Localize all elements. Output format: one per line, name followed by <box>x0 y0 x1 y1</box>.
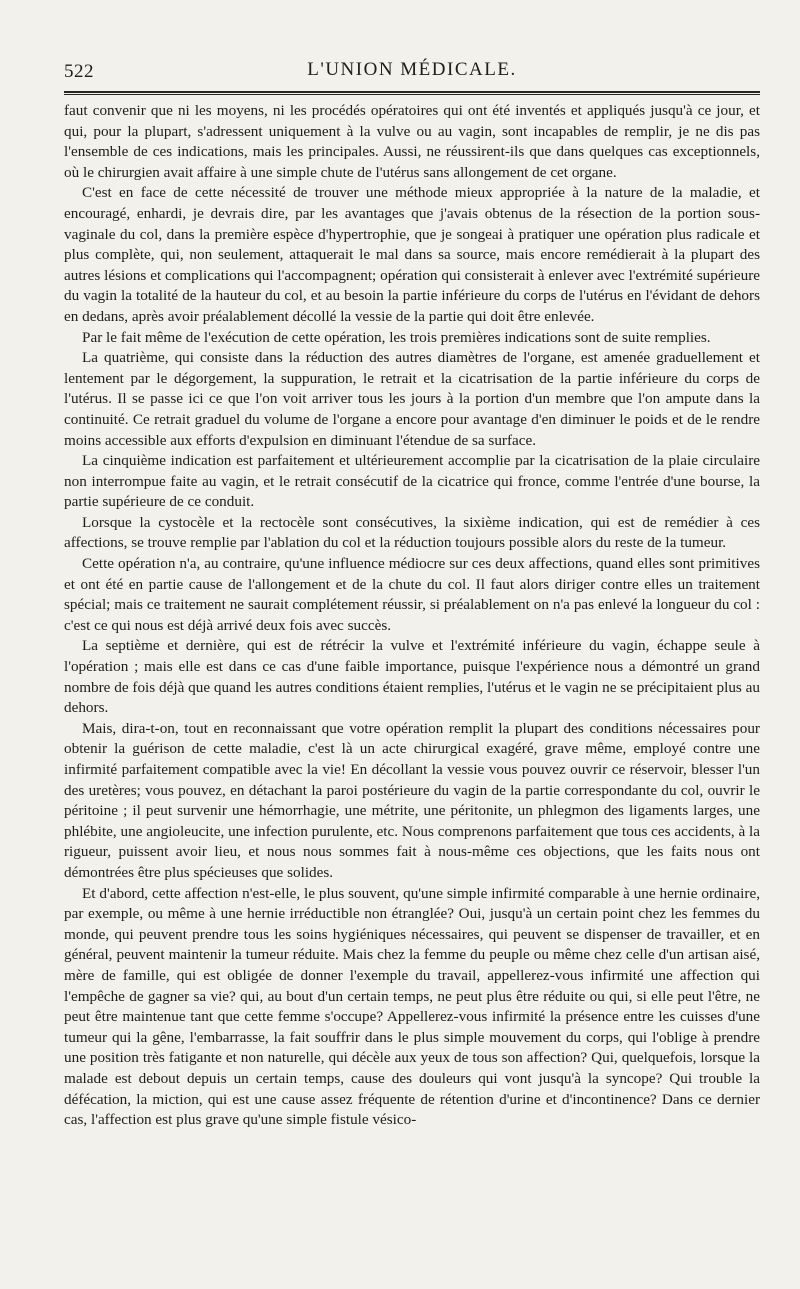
paragraph: C'est en face de cette nécessité de trouver une méthode mieux appropriée à la nature de la maladie, et encouragé, enhardi, je devrais dire, par les avantages que j'avais obtenus de la résection de la portion sous-vaginale du col, dans la première espèce d'hypertrophie, que je songeai à pratiquer une opération plus radicale et plus complète, qui, non seulement, attaquerait le mal dans sa source, mais encore remédierait à la plupart des autres lésions et complications qui l'accompagnent; opération qui consisterait à enlever avec l'extrémité supérieure du vagin la totalité de la hauteur du col, et au besoin la partie inférieure du corps de l'utérus en l'évidant de dehors en dedans, après avoir préalablement décollé la vessie de la partie qui doit être enlevée. <box>64 184 760 325</box>
paragraph: La septième et dernière, qui est de rétrécir la vulve et l'extrémité inférieure du vagin, échappe seule à l'opération ; mais elle est dans ce cas d'une faible importance, puisque l'expérience nous a démontré un grand nombre de fois déjà que quand les autres conditions étaient remplies, l'utérus et le vagin ne se précipitaient plus au dehors. <box>64 637 760 717</box>
paragraph: faut convenir que ni les moyens, ni les procédés opératoires qui ont été inventés et appliqués jusqu'à ce jour, et qui, pour la plupart, s'adressent uniquement à la vulve ou au vagin, sont incapables de remplir, je ne dis pas l'ensemble de ces indications, mais les principales. Aussi, ne réussirent-ils que dans quelques cas exceptionnels, où le chirurgien avait affaire à une simple chute de l'utérus sans allongement de cet organe. <box>64 102 760 181</box>
running-title: L'UNION MÉDICALE. <box>307 59 517 80</box>
paragraph: Par le fait même de l'exécution de cette opération, les trois premières indications sont de suite remplies. <box>82 328 711 346</box>
body-text <box>64 101 760 1131</box>
page-header <box>64 57 760 83</box>
paragraph: Cette opération n'a, au contraire, qu'une influence médiocre sur ces deux affections, quand elles sont primitives et ont été en partie cause de l'allongement et de la chute du col. Il faut alors diriger contre elles un traitement spécial; mais ce traitement ne saurait complétement réussir, si préalablement on n'a pas enlevé la longueur du col : c'est ce qui nous est déjà arrivé deux fois avec succès. <box>64 555 760 634</box>
page-number: 522 <box>64 61 94 82</box>
header-rule <box>64 91 760 95</box>
paragraph: La quatrième, qui consiste dans la réduction des autres diamètres de l'organe, est amenée graduellement et lentement par le dégorgement, la suppuration, le retrait et la cicatrisation de la partie inférieure du corps de l'utérus. Il se passe ici ce que l'on voit arriver tous les jours à la portion d'un membre que l'on ampute dans la continuité. Ce retrait graduel du volume de l'organe a encore pour avantage d'en diminuer le poids et de le rendre moins accessible aux efforts d'expulsion en diminuant l'étendue de sa surface. <box>64 349 760 449</box>
paragraph: La cinquième indication est parfaitement et ultérieurement accomplie par la cicatrisation de la plaie circulaire non interrompue faite au vagin, et le retrait consécutif de la cicatrice qui fronce, comme l'entrée d'une bourse, la partie supérieure de ce conduit. <box>64 452 760 511</box>
paragraph: Et d'abord, cette affection n'est-elle, le plus souvent, qu'une simple infirmité comparable à une hernie ordinaire, par exemple, ou même à une hernie irréductible non étranglée? Oui, jusqu'à un certain point chez les femmes du monde, qui peuvent prendre tous les soins hygiéniques nécessaires, qui peuvent se dispenser de travailler, et en général, peuvent maintenir la tumeur réduite. Mais chez la femme du peuple ou même chez celle d'un artisan aisé, mère de famille, qui est obligée de donner l'exemple du travail, appellerez-vous infirmité une affection qui l'empêche de gagner sa vie? qui, au bout d'un certain temps, ne peut plus être réduite ou qui, si elle peut l'être, ne peut être maintenue tant que cette femme s'occupe? Appellerez-vous infirmité la présence entre les cuisses d'une tumeur qui la gêne, l'embarrasse, la fait souffrir dans le plus simple mouvement du corps, qui l'oblige à prendre une position très fatigante et non naturelle, qui décèle aux yeux de tous son affection? Qui, quelquefois, lorsque la malade est debout depuis un certain temps, cause des douleurs qui vont jusqu'à la syncope? Qui trouble la défécation, la miction, qui est une cause assez fréquente de rétention d'urine et d'incontinence? Dans ce dernier cas, l'affection est plus grave qu'une simple fistule vésico- <box>64 884 760 1129</box>
paragraph: Lorsque la cystocèle et la rectocèle sont consécutives, la sixième indication, qui est de remédier à ces affections, se trouve remplie par l'ablation du col et la réduction toujours possible alors du reste de la tumeur. <box>64 513 760 552</box>
paragraph: Mais, dira-t-on, tout en reconnaissant que votre opération remplit la plupart des conditions nécessaires pour obtenir la guérison de cette maladie, c'est là un acte chirurgical exagéré, grave même, employé contre une infirmité parfaitement compatible avec la vie! En décollant la vessie vous pouvez ouvrir ce réservoir, blesser l'un des uretères; vous pouvez, en détachant la paroi postérieure du vagin de la partie correspondante du col, ouvrir le péritoine ; il peut survenir une hémorrhagie, une métrite, une péritonite, un phlegmon des ligaments larges, une phlébite, une angioleucite, une infection purulente, etc. Nous comprenons parfaitement que tous ces accidents, à la rigueur, puissent avoir lieu, et nous nous sommes fait à nous-même ces objections, que les faits nous ont démontrées être plus spécieuses que solides. <box>64 719 760 881</box>
